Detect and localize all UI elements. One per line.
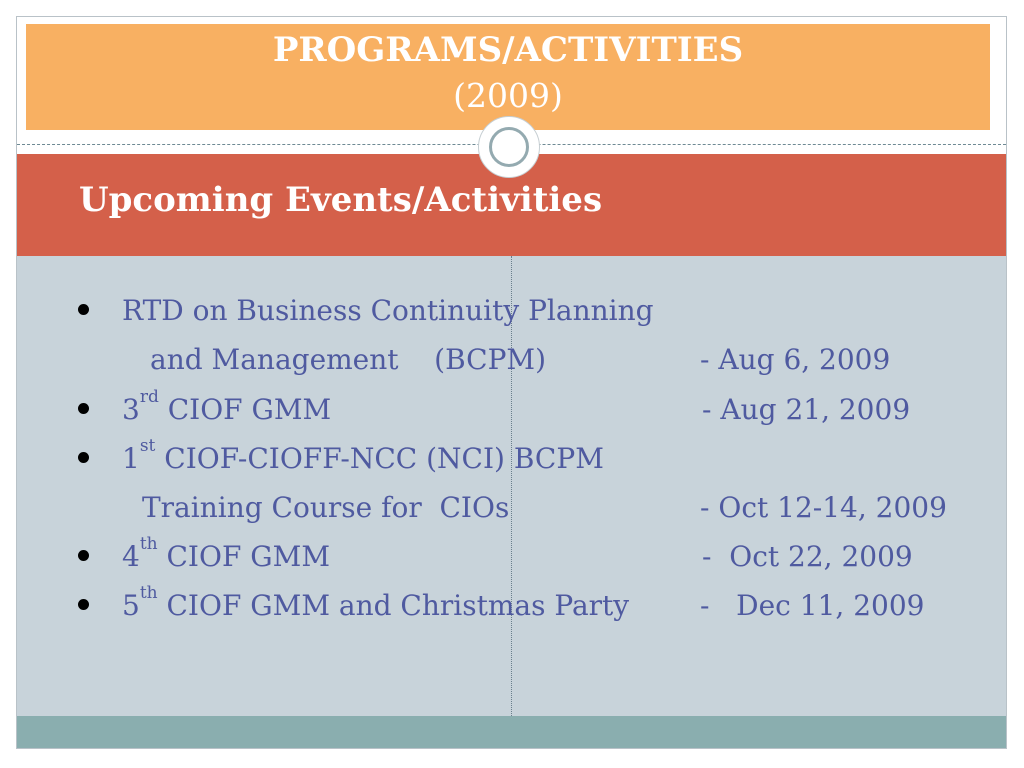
event-3-date: - Oct 12-14, 2009 [700,491,947,524]
event-3-number: 1 [122,442,140,475]
event-2-title [122,387,332,426]
event-1-title: RTD on Business Continuity Planning [122,294,654,327]
slide-subtitle: Upcoming Events/Activities [79,180,603,220]
event-3-ordinal: st [139,436,156,456]
event-3-name: CIOF-CIOFF-NCC (NCI) BCPM [155,442,604,475]
event-5-ordinal: th [139,583,158,603]
event-3-title [122,436,604,475]
event-2-date: - Aug 21, 2009 [702,393,911,426]
slide-title-year: (2009) [453,76,563,115]
circle-ring-icon [489,127,529,167]
bullet-icon [78,452,89,463]
event-5-number: 5 [122,589,140,622]
bullet-icon [78,599,89,610]
bullet-icon [78,304,89,315]
event-4-ordinal: th [139,534,158,554]
event-2-name: CIOF GMM [158,393,332,426]
event-4-number: 4 [122,540,140,573]
event-5-name: CIOF GMM and Christmas Party [157,589,630,622]
slide-title: PROGRAMS/ACTIVITIES [272,30,744,70]
title-banner [26,24,990,130]
event-5-title [122,583,630,622]
footer-band [17,716,1006,748]
event-4-date: - Oct 22, 2009 [702,540,913,573]
circle-ornament-icon [478,116,540,178]
bullet-icon [78,550,89,561]
event-3-title-cont: Training Course for CIOs [142,491,510,524]
event-1-date: - Aug 6, 2009 [700,343,891,376]
bullet-icon [78,403,89,414]
event-4-title [122,534,330,573]
event-1-title-cont: and Management (BCPM) [150,343,547,376]
event-2-number: 3 [122,393,140,426]
event-5-date: - Dec 11, 2009 [700,589,925,622]
event-2-ordinal: rd [139,387,159,407]
event-4-name: CIOF GMM [157,540,330,573]
